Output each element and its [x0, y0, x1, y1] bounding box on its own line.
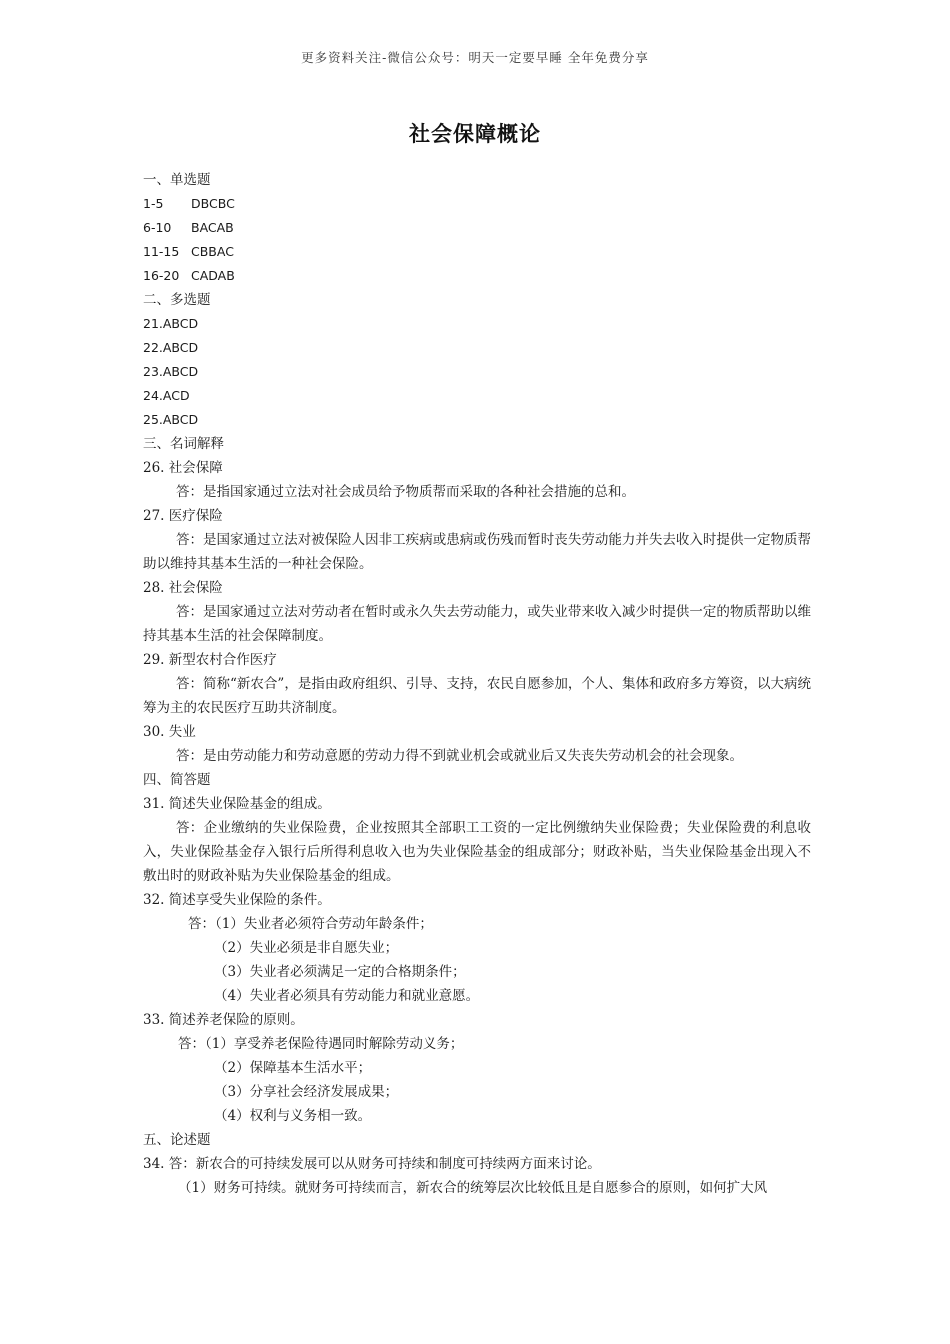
- question-answer: 答：企业缴纳的失业保险费，企业按照其全部职工工资的一定比例缴纳失业保险费；失业保险费的利息收入，失业保险基金存入银行后所得利息收入也为失业保险基金的组成部分；财政补贴，当失业保险基金出现入不敷出时的财政补贴为失业保险基金的组成。: [143, 820, 811, 884]
- section-heading-short-answer: 四、简答题: [143, 772, 211, 788]
- answer-range: 16-20: [143, 268, 180, 283]
- header-note: 更多资料关注-微信公众号：明天一定要早睡 全年免费分享: [301, 50, 649, 65]
- answer-range: 11-15: [143, 244, 180, 259]
- term-title: 28. 社会保险: [143, 580, 223, 596]
- term-title: 29. 新型农村合作医疗: [143, 652, 277, 668]
- answer-row: 24.ACD: [143, 388, 190, 403]
- answer-range: 1-5: [143, 196, 164, 211]
- document-title: 社会保障概论: [409, 122, 541, 146]
- question-title: 32. 简述享受失业保险的条件。: [143, 892, 331, 908]
- answer-row: 23.ABCD: [143, 364, 199, 379]
- question-title: 31. 简述失业保险基金的组成。: [143, 796, 331, 812]
- answer-range: 6-10: [143, 220, 172, 235]
- answer-row: [143, 240, 811, 264]
- answer-row: [143, 264, 811, 288]
- answer-letters: CADAB: [191, 268, 235, 283]
- term-answer: 答：是国家通过立法对被保险人因非工疾病或患病或伤残而暂时丧失劳动能力并失去收入时提供一定物质帮助以维持其基本生活的一种社会保险。: [143, 532, 811, 572]
- answer-letters: CBBAC: [191, 244, 234, 259]
- section-heading-term-definitions: 三、名词解释: [143, 436, 224, 452]
- section-heading-multiple-choice: 二、多选题: [143, 292, 211, 308]
- answer-row: [143, 216, 811, 240]
- section-heading-single-choice: 一、单选题: [143, 172, 211, 188]
- answer-row: 22.ABCD: [143, 340, 199, 355]
- answer-item: （3）分享社会经济发展成果；: [214, 1084, 399, 1100]
- answer-item: （4）权利与义务相一致。: [214, 1108, 372, 1124]
- term-title: 27. 医疗保险: [143, 508, 223, 524]
- term-answer: 答：是指国家通过立法对社会成员给予物质帮而采取的各种社会措施的总和。: [176, 484, 635, 500]
- answer-row: [143, 192, 811, 216]
- question-title: 33. 简述养老保险的原则。: [143, 1012, 304, 1028]
- term-title: 30. 失业: [143, 724, 196, 740]
- essay-answer-point: （1）财务可持续。就财务可持续而言，新农合的统筹层次比较低且是自愿参合的原则，如何扩大风: [178, 1180, 768, 1196]
- document-body: [143, 168, 811, 1200]
- term-answer: 答：是由劳动能力和劳动意愿的劳动力得不到就业机会或就业后又失丧失劳动机会的社会现象。: [176, 748, 743, 764]
- essay-answer-intro: 34. 答：新农合的可持续发展可以从财务可持续和制度可持续两方面来讨论。: [143, 1156, 601, 1172]
- answer-item: （2）失业必须是非自愿失业；: [214, 940, 399, 956]
- answer-row: 21.ABCD: [143, 316, 199, 331]
- answer-letters: DBCBC: [191, 196, 235, 211]
- answer-item: 答：（1）失业者必须符合劳动年龄条件；: [188, 916, 433, 932]
- answer-item: （3）失业者必须满足一定的合格期条件；: [214, 964, 466, 980]
- term-answer: 答：是国家通过立法对劳动者在暂时或永久失去劳动能力，或失业带来收入减少时提供一定的物质帮助以维持其基本生活的社会保障制度。: [143, 604, 811, 644]
- answer-row: 25.ABCD: [143, 412, 199, 427]
- answer-item: （4）失业者必须具有劳动能力和就业意愿。: [214, 988, 480, 1004]
- term-title: 26. 社会保障: [143, 460, 223, 476]
- answer-item: （2）保障基本生活水平；: [214, 1060, 372, 1076]
- answer-item: 答：（1）享受养老保险待遇同时解除劳动义务；: [178, 1036, 464, 1052]
- answer-letters: BACAB: [191, 220, 234, 235]
- section-heading-essay: 五、论述题: [143, 1132, 211, 1148]
- term-answer: 答：简称“新农合”，是指由政府组织、引导、支持，农民自愿参加，个人、集体和政府多方筹资，以大病统筹为主的农民医疗互助共济制度。: [143, 676, 811, 716]
